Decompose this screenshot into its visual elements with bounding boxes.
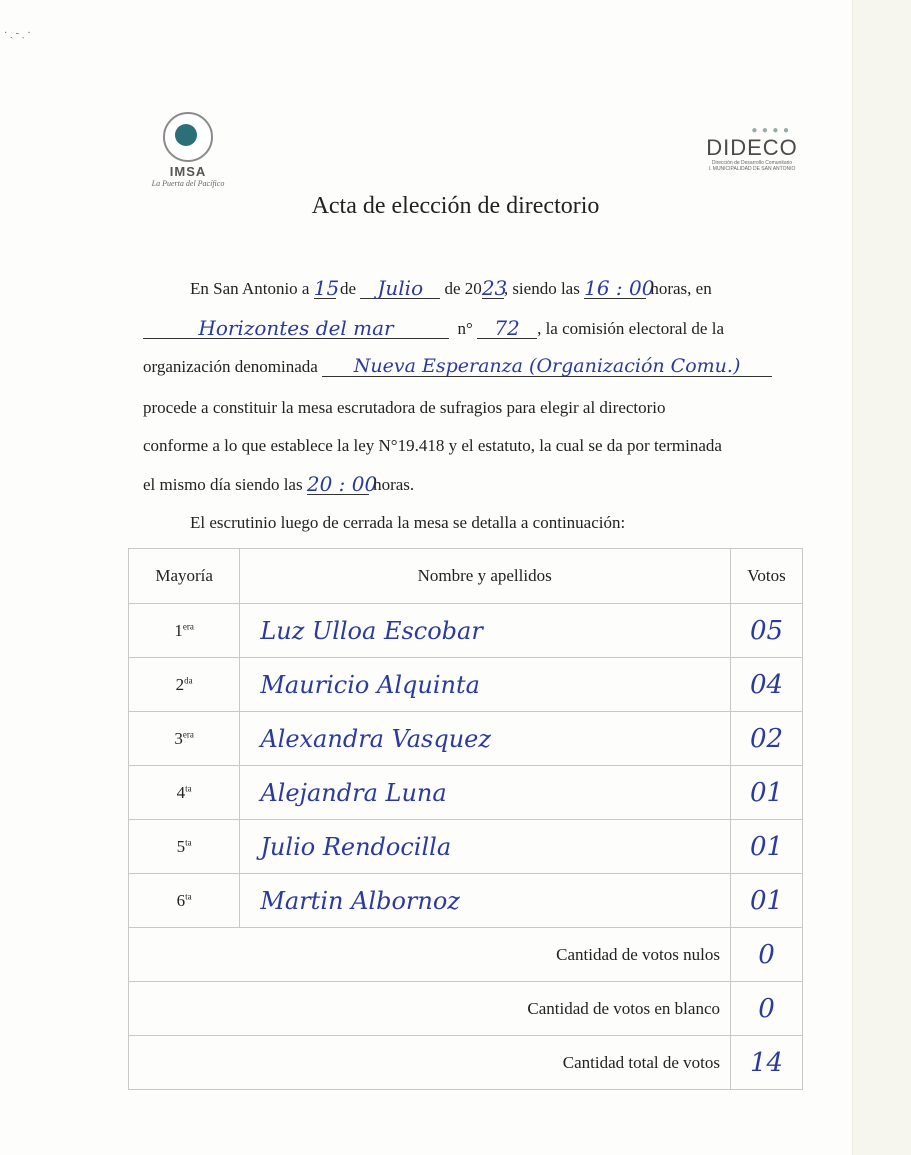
table-header-row xyxy=(129,549,803,604)
votes-header: Votos xyxy=(731,549,803,604)
imsa-logo xyxy=(148,112,228,188)
intro-line-1 xyxy=(190,278,850,299)
name-header: Nombre y apellidos xyxy=(240,549,731,604)
text-segment: En San Antonio a xyxy=(190,279,310,298)
rank-suffix: ta xyxy=(185,782,192,793)
votes-table xyxy=(128,548,803,1090)
rank-cell xyxy=(129,874,240,928)
rank-number: 6 xyxy=(176,890,186,910)
rank-cell xyxy=(129,604,240,658)
dideco-subtitle-2: I. MUNICIPALIDAD DE SAN ANTONIO xyxy=(708,166,796,172)
intro-line-4: procede a constituir la mesa escrutadora de sufragios para elegir al directorio xyxy=(143,398,666,417)
end-hour-value: 20 : 00 xyxy=(306,472,378,496)
table-row xyxy=(129,820,803,874)
place-value: Horizontes del mar xyxy=(198,316,394,340)
rank-cell xyxy=(129,658,240,712)
blank-votes-value: 0 xyxy=(731,982,803,1036)
day-value: 15 xyxy=(313,276,340,300)
text-segment: , siendo las xyxy=(503,279,580,298)
null-votes-label: Cantidad de votos nulos xyxy=(129,928,731,982)
number-field xyxy=(477,318,537,339)
text-segment: , la comisión electoral de la xyxy=(537,319,724,338)
candidate-votes: 05 xyxy=(731,604,803,658)
rank-number: 5 xyxy=(176,836,186,856)
table-row xyxy=(129,874,803,928)
intro-line-3 xyxy=(143,356,803,377)
rank-suffix: ta xyxy=(185,890,192,901)
candidate-name: Martin Albornoz xyxy=(240,874,731,928)
rank-number: 4 xyxy=(176,782,186,802)
day-field xyxy=(313,276,340,300)
scan-speck: · ˏ ‐ ˎ · xyxy=(4,28,31,39)
table-row xyxy=(129,712,803,766)
imsa-logo-tagline: La Puerta del Pacífico xyxy=(151,179,225,188)
dideco-logo xyxy=(702,125,802,172)
month-field xyxy=(360,278,440,299)
rank-cell xyxy=(129,712,240,766)
table-row xyxy=(129,604,803,658)
dideco-subtitle-1: Dirección de Desarrollo Comunitario xyxy=(711,160,793,166)
total-votes-label: Cantidad total de votos xyxy=(129,1036,731,1090)
candidate-name: Julio Rendocilla xyxy=(240,820,731,874)
candidate-votes: 04 xyxy=(731,658,803,712)
rank-suffix: ta xyxy=(185,836,192,847)
dideco-dots-icon: ● ● ● ● xyxy=(751,125,790,136)
rank-suffix: era xyxy=(182,620,194,631)
dideco-logo-name: DIDECO xyxy=(706,135,798,160)
candidate-name: Mauricio Alquinta xyxy=(240,658,731,712)
place-field xyxy=(143,318,449,339)
text-segment: horas. xyxy=(373,475,415,494)
intro-line-2 xyxy=(143,318,803,339)
candidate-name: Alejandra Luna xyxy=(240,766,731,820)
blank-votes-row xyxy=(129,982,803,1036)
rank-cell xyxy=(129,820,240,874)
year-value: 23 xyxy=(481,276,508,300)
table-row xyxy=(129,766,803,820)
total-votes-row xyxy=(129,1036,803,1090)
organization-value: Nueva Esperanza (Organización Comu.) xyxy=(353,355,741,377)
start-hour-field xyxy=(584,276,655,300)
null-votes-row xyxy=(129,928,803,982)
page-edge-strip xyxy=(852,0,911,1155)
intro-line-6 xyxy=(143,474,803,495)
blank-votes-label: Cantidad de votos en blanco xyxy=(129,982,731,1036)
candidate-votes: 01 xyxy=(731,874,803,928)
text-segment: el mismo día siendo las xyxy=(143,475,303,494)
year-field xyxy=(481,276,508,300)
intro-line-5: conforme a lo que establece la ley N°19.418 y el estatuto, la cual se da por terminada xyxy=(143,436,722,455)
organization-field xyxy=(322,356,772,377)
candidate-votes: 01 xyxy=(731,820,803,874)
imsa-seal-icon xyxy=(163,112,213,162)
candidate-votes: 02 xyxy=(731,712,803,766)
rank-number: 2 xyxy=(175,674,185,694)
rank-cell xyxy=(129,766,240,820)
imsa-logo-name: IMSA xyxy=(169,164,207,179)
rank-suffix: era xyxy=(182,728,194,739)
rank-header: Mayoría xyxy=(129,549,240,604)
document-title: Acta de elección de directorio xyxy=(311,193,600,219)
candidate-name: Luz Ulloa Escobar xyxy=(240,604,731,658)
text-segment: de 20 xyxy=(444,279,482,298)
candidate-votes: 01 xyxy=(731,766,803,820)
text-segment: n° xyxy=(457,319,473,338)
text-segment: de xyxy=(339,279,357,298)
text-segment: organización denominada xyxy=(143,357,318,376)
end-hour-field xyxy=(306,472,378,496)
month-value: Julio xyxy=(377,276,424,300)
scrutiny-intro: El escrutinio luego de cerrada la mesa se detalla a continuación: xyxy=(190,513,626,532)
table-row xyxy=(129,658,803,712)
start-hour-value: 16 : 00 xyxy=(584,276,655,300)
rank-suffix: da xyxy=(184,674,193,685)
text-segment: horas, en xyxy=(650,279,712,298)
rank-number: 3 xyxy=(174,728,183,748)
total-votes-value: 14 xyxy=(731,1036,803,1090)
number-value: 72 xyxy=(494,316,520,340)
null-votes-value: 0 xyxy=(731,928,803,982)
rank-number: 1 xyxy=(174,620,183,640)
candidate-name: Alexandra Vasquez xyxy=(240,712,731,766)
